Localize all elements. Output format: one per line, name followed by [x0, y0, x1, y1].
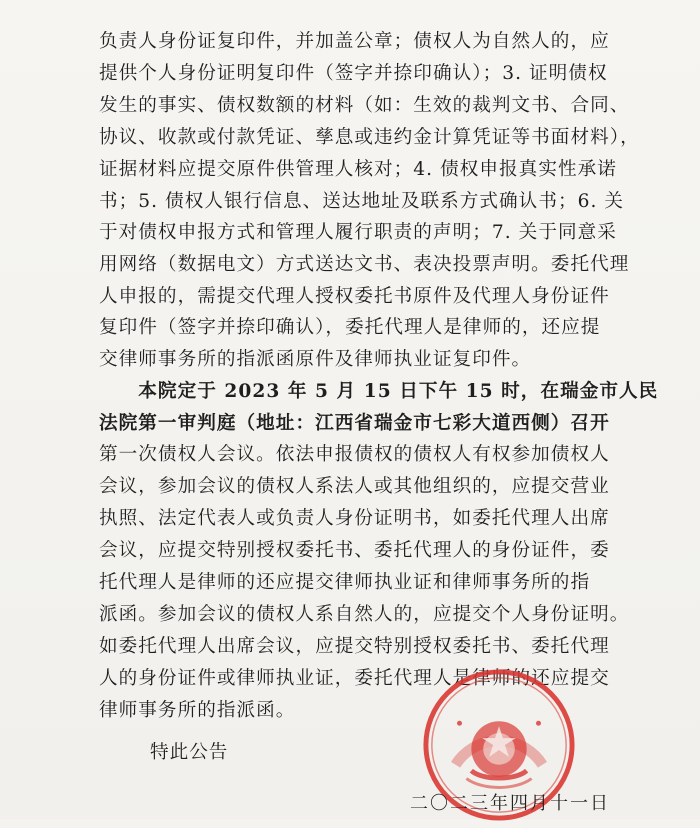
- doc-line-16: 执照、法定代表人或负责人身份证明书，如委托代理人出席: [99, 508, 610, 529]
- doc-line-18: 托代理人是律师的还应提交律师执业证和律师事务所的指: [99, 572, 591, 593]
- doc-line-4: 协议、收款或付款凭证、孳息或违约金计算凭证等书面材料），: [99, 127, 640, 148]
- doc-line-9: 人申报的，需提交代理人授权委托书原件及代理人身份证件: [99, 286, 610, 307]
- doc-line-15: 会议，参加会议的债权人系法人或其他组织的，应提交营业: [99, 476, 610, 497]
- doc-line-17: 会议，应提交特别授权委托书、委托代理人的身份证件，委: [99, 540, 610, 561]
- doc-line-13: 法院第一审判庭（地址：江西省瑞金市七彩大道西侧）召开: [99, 413, 610, 434]
- doc-line-12: 本院定于 2023 年 5 月 15 日下午 15 时，在瑞金市人民: [99, 381, 659, 402]
- doc-line-21: 人的身份证件或律师执业证，委托代理人是律师的还应提交: [99, 668, 610, 689]
- doc-line-1: 负责人身份证复印件，并加盖公章；债权人为自然人的，应: [99, 31, 610, 52]
- doc-line-20: 如委托代理人出席会议，应提交特别授权委托书、委托代理: [99, 636, 610, 657]
- doc-line-7: 于对债权申报方式和管理人履行职责的声明；7. 关于同意采: [99, 222, 617, 243]
- doc-line-3: 发生的事实、债权数额的材料（如：生效的裁判文书、合同、: [99, 95, 630, 116]
- doc-line-10: 复印件（签字并捺印确认），委托代理人是律师的，还应提: [99, 317, 601, 338]
- doc-line-19: 派函。参加会议的债权人系自然人的，应提交个人身份证明。: [99, 604, 630, 625]
- doc-line-6: 书；5. 债权人银行信息、送达地址及联系方式确认书；6. 关: [99, 191, 625, 212]
- closing-text: 特此公告: [150, 742, 229, 763]
- doc-line-14: 第一次债权人会议。依法申报债权的债权人有权参加债权人: [99, 444, 610, 465]
- document-date: 二〇二三年四月十一日: [410, 793, 610, 814]
- doc-line-22: 律师事务所的指派函。: [99, 700, 296, 721]
- doc-line-2: 提供个人身份证明复印件（签字并捺印确认）；3. 证明债权: [99, 63, 608, 84]
- doc-line-5: 证据材料应提交原件供管理人核对；4. 债权申报真实性承诺: [99, 159, 617, 180]
- doc-line-8: 用网络（数据电文）方式送达文书、表决投票声明。委托代理: [99, 254, 630, 275]
- doc-line-11: 交律师事务所的指派函原件及律师执业证复印件。: [99, 349, 532, 370]
